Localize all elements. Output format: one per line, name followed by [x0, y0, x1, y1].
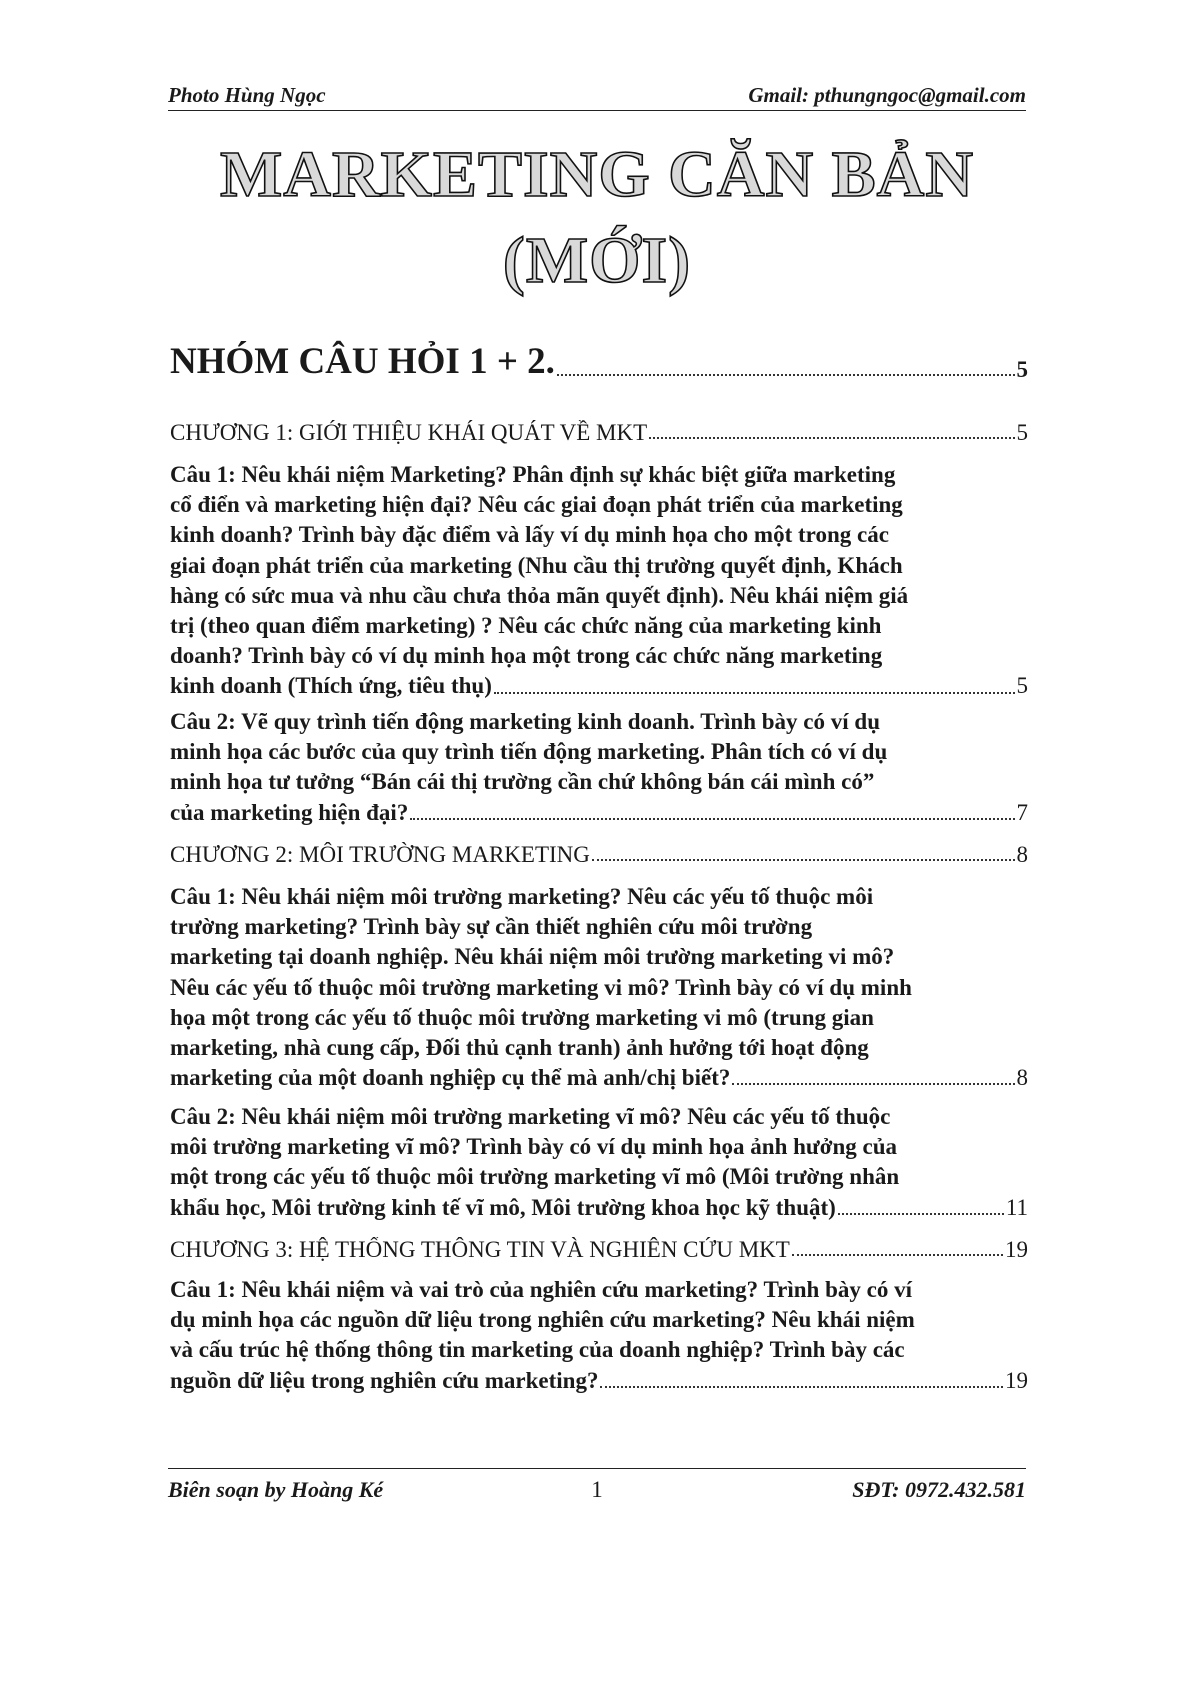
toc-question-line: hàng có sức mua và nhu cầu chưa thỏa mãn quyết định). Nêu khái niệm giá: [170, 582, 909, 608]
toc-question-line: trị (theo quan điểm marketing) ? Nêu các chức năng của marketing kinh: [170, 612, 882, 638]
toc-entry-label: CHƯƠNG 2: MÔI TRƯỜNG MARKETING: [170, 842, 590, 867]
toc-leader-dots: [557, 373, 1015, 376]
toc-chapter3-question1[interactable]: [170, 1275, 1028, 1396]
toc-group-heading[interactable]: [170, 340, 1028, 383]
footer-page-number: 1: [591, 1477, 603, 1502]
toc-page-number: 5: [1016, 673, 1028, 699]
toc-question-line: minh họa tư tưởng “Bán cái thị trường cần chứ không bán cái mình có”: [170, 769, 875, 795]
toc-page-number: 7: [1016, 799, 1028, 825]
toc-leader-dots: [494, 691, 1015, 694]
toc-leader-dots: [649, 436, 1014, 439]
header-left-text: Photo Hùng Ngọc: [168, 83, 326, 107]
toc-chapter1-question1[interactable]: [170, 460, 1028, 702]
toc-question-line: doanh? Trình bày có ví dụ minh họa một trong các chức năng marketing: [170, 643, 883, 669]
toc-chapter-2[interactable]: [170, 842, 1028, 868]
footer-author: Biên soạn by Hoàng Ké: [168, 1477, 384, 1502]
header-right-email: Gmail: pthungngoc@gmail.com: [748, 83, 1026, 107]
toc-page-number: 19: [1005, 1237, 1028, 1262]
toc-question-line: khẩu học, Môi trường kinh tế vĩ mô, Môi trường khoa học kỹ thuật): [170, 1194, 836, 1220]
toc-question-line: Câu 1: Nêu khái niệm Marketing? Phân định sự khác biệt giữa marketing: [170, 462, 896, 487]
toc-chapter-1[interactable]: [170, 420, 1028, 446]
toc-page-number: 5: [1016, 420, 1028, 445]
toc-question-line: một trong các yếu tố thuộc môi trường marketing vĩ mô (Môi trường nhân: [170, 1164, 900, 1190]
toc-page-number: 11: [1005, 1194, 1028, 1220]
toc-question-line: minh họa các bước của quy trình tiến động marketing. Phân tích có ví dụ: [170, 739, 888, 765]
toc-question-line: Câu 2: Vẽ quy trình tiến động marketing kinh doanh. Trình bày có ví dụ: [170, 709, 880, 734]
toc-question-last-line: [170, 1193, 1028, 1223]
toc-question-line: kinh doanh (Thích ứng, tiêu thụ): [170, 673, 492, 699]
toc-question-line: Câu 1: Nêu khái niệm và vai trò của nghiên cứu marketing? Trình bày có ví: [170, 1277, 912, 1302]
toc-page-number: 19: [1005, 1367, 1028, 1393]
toc-leader-dots: [838, 1212, 1004, 1215]
toc-chapter2-question1[interactable]: [170, 882, 1028, 1093]
toc-entry-label: CHƯƠNG 1: GIỚI THIỆU KHÁI QUÁT VỀ MKT: [170, 420, 648, 445]
document-title-line2: (MỚI): [502, 224, 692, 297]
toc-question-line: marketing, nhà cung cấp, Đối thủ cạnh tranh) ảnh hưởng tới hoạt động: [170, 1034, 869, 1060]
toc-question-line: cổ điển và marketing hiện đại? Nêu các giai đoạn phát triển của marketing: [170, 492, 903, 518]
toc-question-line: họa một trong các yếu tố thuộc môi trường marketing vi mô (trung gian: [170, 1004, 874, 1030]
toc-question-last-line: [170, 798, 1028, 828]
toc-page-number: 8: [1016, 842, 1028, 867]
toc-leader-dots: [410, 817, 1014, 820]
toc-entry-label: NHÓM CÂU HỎI 1 + 2.: [170, 341, 555, 382]
toc-question-line: Câu 2: Nêu khái niệm môi trường marketing vĩ mô? Nêu các yếu tố thuộc: [170, 1104, 891, 1129]
toc-question-line: Câu 1: Nêu khái niệm môi trường marketing? Nêu các yếu tố thuộc môi: [170, 884, 874, 909]
toc-question-line: nguồn dữ liệu trong nghiên cứu marketing?: [170, 1367, 599, 1393]
toc-question-line: Nêu các yếu tố thuộc môi trường marketing vi mô? Trình bày có ví dụ minh: [170, 974, 912, 1000]
footer-phone: SĐT: 0972.432.581: [852, 1477, 1026, 1502]
toc-page-number: 8: [1016, 1065, 1028, 1091]
toc-chapter1-question2[interactable]: [170, 707, 1028, 828]
toc-question-line: giai đoạn phát triển của marketing (Nhu cầu thị trường quyết định, Khách: [170, 552, 903, 578]
toc-question-line: của marketing hiện đại?: [170, 799, 409, 825]
toc-leader-dots: [792, 1253, 1003, 1256]
toc-chapter2-question2[interactable]: [170, 1102, 1028, 1223]
toc-question-line: dụ minh họa các nguồn dữ liệu trong nghiên cứu marketing? Nêu khái niệm: [170, 1307, 915, 1333]
page-header: [168, 80, 1026, 111]
toc-leader-dots: [592, 858, 1015, 861]
toc-question-line: môi trường marketing vĩ mô? Trình bày có ví dụ minh họa ảnh hưởng của: [170, 1134, 898, 1160]
page-footer: [168, 1468, 1026, 1509]
toc-question-line: trường marketing? Trình bày sự cần thiết nghiên cứu môi trường: [170, 914, 813, 940]
toc-question-line: marketing của một doanh nghiệp cụ thể mà anh/chị biết?: [170, 1065, 731, 1091]
toc-leader-dots: [732, 1082, 1014, 1085]
toc-entry-label: CHƯƠNG 3: HỆ THỐNG THÔNG TIN VÀ NGHIÊN CỨU MKT: [170, 1237, 790, 1262]
document-title-line1: MARKETING CĂN BẢN: [219, 138, 975, 211]
toc-question-last-line: [170, 671, 1028, 701]
toc-chapter-3[interactable]: [170, 1237, 1028, 1263]
toc-question-line: kinh doanh? Trình bày đặc điểm và lấy ví dụ minh họa cho một trong các: [170, 522, 889, 548]
toc-leader-dots: [600, 1385, 1003, 1388]
toc-page-number: 5: [1016, 357, 1028, 382]
toc-question-line: marketing tại doanh nghiệp. Nêu khái niệm môi trường marketing vi mô?: [170, 944, 895, 970]
toc-question-last-line: [170, 1366, 1028, 1396]
toc-question-line: và cấu trúc hệ thống thông tin marketing của doanh nghiệp? Trình bày các: [170, 1337, 905, 1363]
toc-question-last-line: [170, 1063, 1028, 1093]
